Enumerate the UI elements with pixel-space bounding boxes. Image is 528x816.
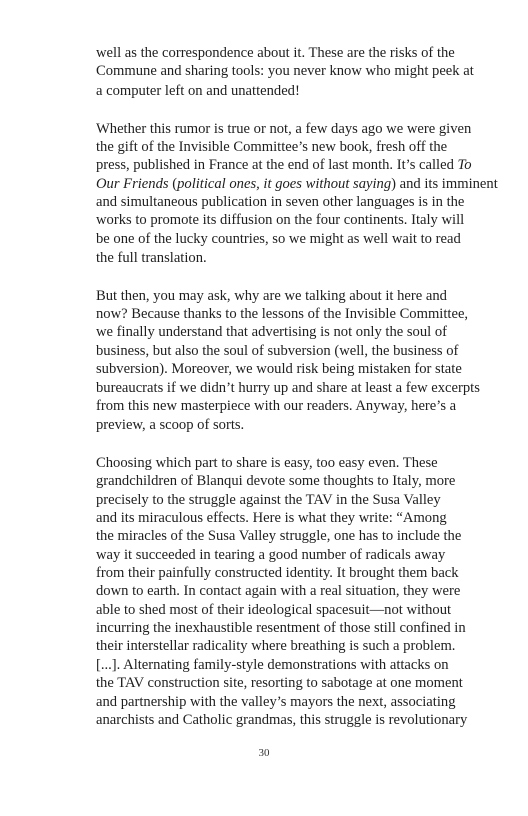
text-line: way it succeeded in tearing a good number of radicals away <box>96 546 446 563</box>
text-line: subversion). Moreover, we would risk being mistaken for state <box>96 361 462 378</box>
text-line: [...]. Alternating family-style demonstrations with attacks on <box>96 656 449 673</box>
text-line: Commune and sharing tools: you never know who might peek at <box>96 63 474 80</box>
text-line: precisely to the struggle against the TAV in the Susa Valley <box>96 491 441 508</box>
page-body <box>96 44 498 748</box>
text-line: a computer left on and unattended! <box>96 82 300 99</box>
text-line: the miracles of the Susa Valley struggle, one has to include the <box>96 528 462 545</box>
text-line <box>96 175 498 193</box>
text-segment: press, published in France at the end of last month. It’s called <box>96 157 454 174</box>
paragraph-2 <box>96 120 498 269</box>
text-line: grandchildren of Blanqui devote some thoughts to Italy, more <box>96 473 456 490</box>
text-line: Whether this rumor is true or not, a few days ago we were given <box>96 120 472 137</box>
text-line: bureaucrats if we didn’t hurry up and share at least a few excerpts <box>96 379 480 396</box>
text-line: from this new masterpiece with our readers. Anyway, here’s a <box>96 397 457 414</box>
text-segment: ( <box>168 175 178 192</box>
text-line: business, but also the soul of subversion (well, the business of <box>96 342 459 359</box>
paragraph-4 <box>96 454 488 729</box>
text-line: from their painfully constructed identity. It brought them back <box>96 565 459 582</box>
text-line: works to promote its diffusion on the four continents. Italy will <box>96 212 465 229</box>
text-line: and partnership with the valley’s mayors the next, associating <box>96 693 456 710</box>
text-line <box>96 156 488 174</box>
text-line: we finally understand that advertising is not only the soul of <box>96 324 447 341</box>
text-line: now? Because thanks to the lessons of the Invisible Committee, <box>96 306 469 323</box>
paragraph-1 <box>96 44 488 101</box>
text-line: the TAV construction site, resorting to sabotage at one moment <box>96 675 463 692</box>
text-line: anarchists and Catholic grandmas, this struggle is revolutionary <box>96 711 468 728</box>
text-line: well as the correspondence about it. These are the risks of the <box>96 45 455 61</box>
page-number: 30 <box>258 747 270 759</box>
text-line: be one of the lucky countries, so we might as well wait to read <box>96 230 461 247</box>
text-line: down to earth. In contact again with a real situation, they were <box>96 583 461 600</box>
paragraph-3 <box>96 287 488 436</box>
book-subtitle: political ones, it goes without saying <box>177 175 392 192</box>
text-line: able to shed most of their ideological spacesuit—not without <box>96 601 452 618</box>
book-title-part-2: Our Friends <box>96 175 169 192</box>
text-line: incurring the inexhaustible resentment of those still confined in <box>96 620 466 637</box>
book-title-part-1: To <box>457 157 472 174</box>
text-line: and its miraculous effects. Here is what they write: “Among <box>96 510 447 527</box>
text-line: Choosing which part to share is easy, too easy even. These <box>96 455 438 472</box>
text-line: preview, a scoop of sorts. <box>96 417 245 434</box>
text-segment: ) and its imminent <box>391 175 498 192</box>
text-line: their interstellar radicality where breathing is such a problem. <box>96 638 456 655</box>
text-line: But then, you may ask, why are we talking about it here and <box>96 287 447 304</box>
text-line: and simultaneous publication in seven other languages is in the <box>96 193 465 210</box>
text-line: the gift of the Invisible Committee’s new book, fresh off the <box>96 138 448 155</box>
text-line: the full translation. <box>96 249 207 266</box>
